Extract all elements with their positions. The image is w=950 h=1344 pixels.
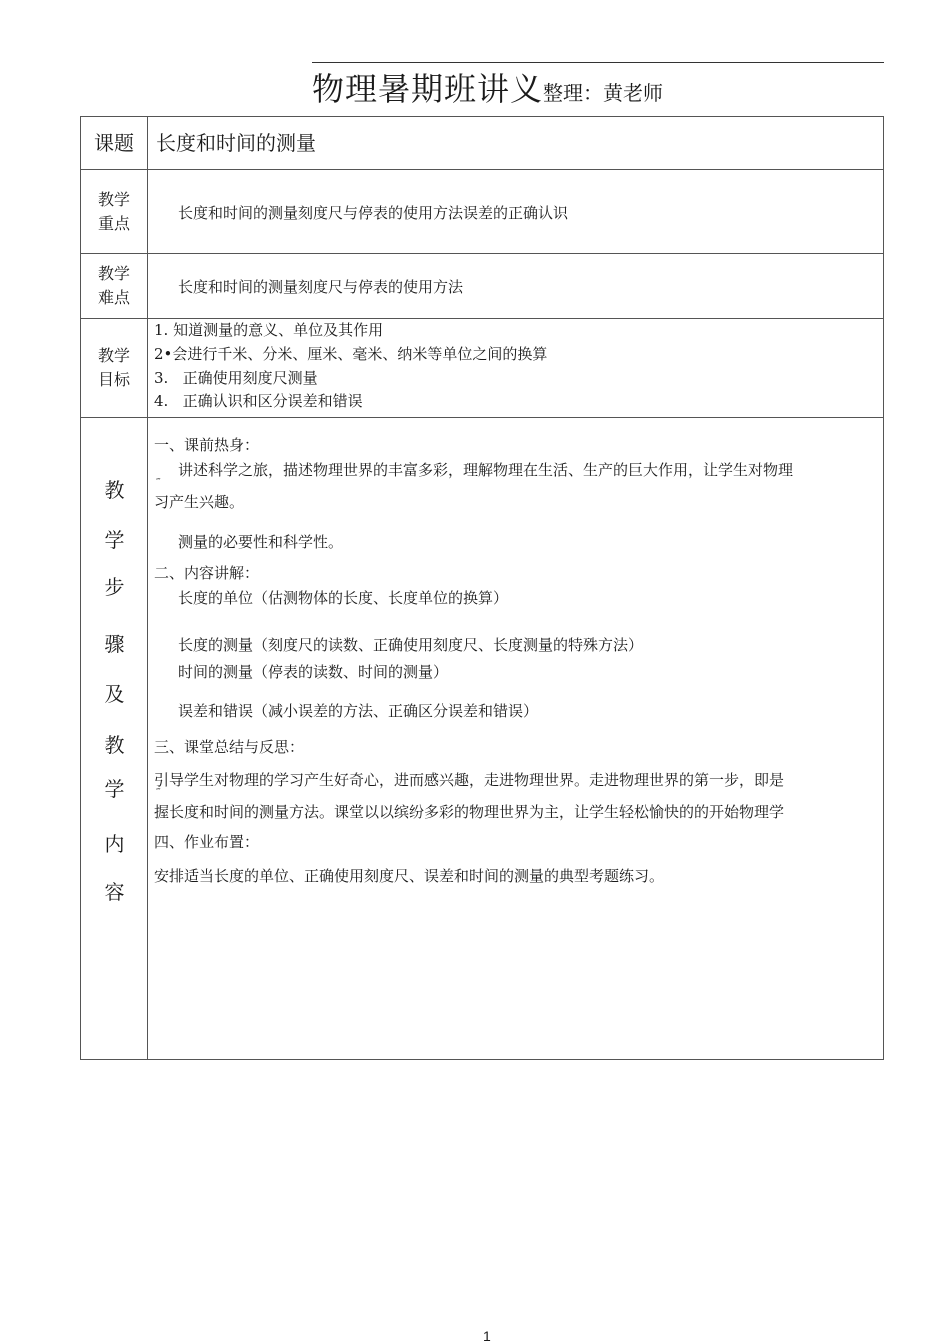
objectives-label: 教学目标	[97, 346, 130, 389]
summary-heading: 三、课堂总结与反思：	[154, 738, 305, 756]
objective-item: 4. 正确认识和区分误差和错误	[154, 392, 363, 410]
scan-mark: ‴	[156, 478, 161, 488]
row-difficulties	[81, 254, 883, 319]
title-main: 物理暑期班讲义	[312, 70, 544, 108]
key-points-value: 长度和时间的测量刻度尺与停表的使用方法误差的正确认识	[178, 204, 569, 222]
row-steps	[81, 418, 883, 1059]
objective-item: 2•会进行千米、分米、厘米、毫米、纳米等单位之间的换算	[154, 345, 548, 363]
page-title	[312, 64, 663, 110]
topic-value: 长度和时间的测量	[156, 131, 316, 155]
homework-heading: 四、作业布置：	[154, 833, 260, 851]
difficulties-value: 长度和时间的测量刻度尺与停表的使用方法	[178, 278, 464, 296]
content-item: 长度的单位（估测物体的长度、长度单位的换算）	[178, 589, 509, 607]
steps-cell	[148, 418, 883, 1059]
steps-label-char: 步	[104, 575, 125, 599]
key-points-cell	[148, 170, 883, 253]
header-rule	[312, 62, 884, 63]
summary-text: 引导学生对物理的学习产生好奇心，进而感兴趣，走进物理世界。走进物理世界的第一步，即是	[154, 771, 785, 789]
difficulties-label: 教学难点	[97, 264, 130, 307]
steps-label-char: 学	[104, 528, 125, 552]
warmup-text: 习产生兴趣。	[154, 493, 245, 511]
difficulties-cell	[148, 254, 883, 318]
objectives-label-cell	[81, 319, 148, 417]
steps-label-cell	[81, 418, 148, 1059]
difficulties-label-cell	[81, 254, 148, 318]
warmup-text: 测量的必要性和科学性。	[178, 533, 344, 551]
content-item: 时间的测量（停表的读数、时间的测量）	[178, 663, 449, 681]
key-points-label-cell	[81, 170, 148, 253]
summary-text: 握长度和时间的测量方法。课堂以以缤纷多彩的物理世界为主，让学生轻松愉快的的开始物理学	[154, 803, 785, 821]
steps-label-char: 教	[104, 733, 125, 757]
content-heading: 二、内容讲解：	[154, 564, 260, 582]
warmup-heading: 一、课前热身：	[154, 436, 260, 454]
content-item: 长度的测量（刻度尺的读数、正确使用刻度尺、长度测量的特殊方法）	[178, 636, 644, 654]
lesson-table	[80, 116, 884, 1060]
steps-label-char: 及	[104, 682, 125, 706]
topic-label: 课题	[94, 131, 134, 155]
steps-label-char: 骤	[104, 632, 125, 656]
title-author: 整理：黄老师	[543, 81, 664, 105]
steps-label-char: 内	[104, 832, 125, 856]
objective-item: 3. 正确使用刻度尺测量	[154, 369, 318, 387]
homework-text: 安排适当长度的单位、正确使用刻度尺、误差和时间的测量的典型考题练习。	[154, 867, 665, 885]
topic-label-cell	[81, 117, 148, 169]
objectives-cell	[148, 319, 883, 417]
steps-label-char: 教	[104, 478, 125, 502]
row-objectives	[81, 319, 883, 418]
scan-mark: ‴	[156, 788, 161, 798]
steps-label-char: 学	[104, 777, 125, 801]
content-item: 误差和错误（减小误差的方法、正确区分误差和错误）	[178, 702, 539, 720]
steps-label-char: 容	[104, 880, 125, 904]
row-key-points	[81, 170, 883, 254]
row-topic	[81, 117, 883, 170]
warmup-text: 讲述科学之旅，描述物理世界的丰富多彩，理解物理在生活、生产的巨大作用，让学生对物理	[178, 461, 794, 479]
page-number: 1	[483, 1328, 491, 1344]
objective-item: 1. 知道测量的意义、单位及其作用	[154, 321, 384, 339]
topic-cell	[148, 117, 883, 169]
key-points-label: 教学重点	[97, 189, 130, 233]
